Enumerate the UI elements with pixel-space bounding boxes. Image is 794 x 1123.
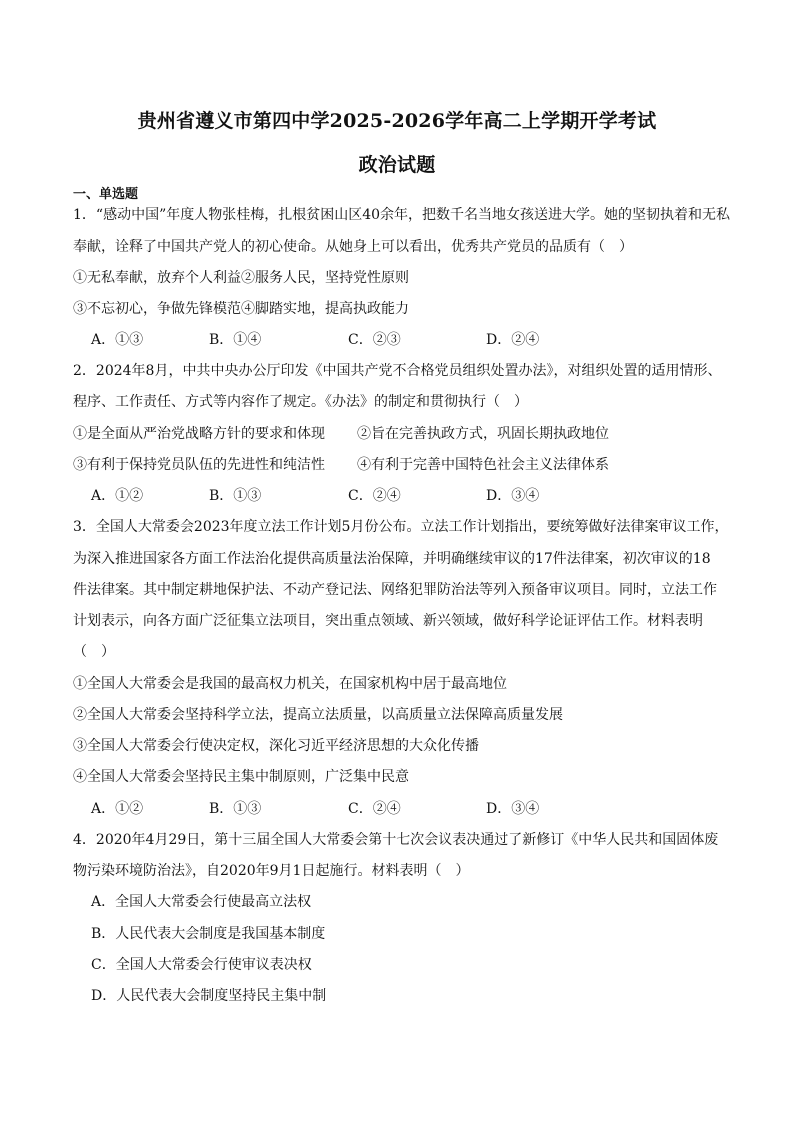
- q4-stem-line-2: 物污染环境防治法》，自2020年9月1日起施行。材料表明（ ）: [73, 863, 470, 879]
- q3-stem-line-4: 计划表示，向各方面广泛征集立法项目，突出重点领域、新兴领域，做好科学论证评估工作。材料表明: [73, 613, 703, 629]
- q1-item-line-2: ③不忘初心，争做先锋模范④脚踏实地，提高执政能力: [73, 301, 409, 317]
- q4-option-d: D．人民代表大会制度坚持民主集中制: [91, 988, 327, 1004]
- q2-item-3: ③有利于保持党员队伍的先进性和纯洁性: [73, 457, 325, 473]
- q3-item-4: ④全国人大常委会坚持民主集中制原则，广泛集中民意: [73, 769, 409, 785]
- q4-option-a: A．全国人大常委会行使最高立法权: [91, 894, 312, 910]
- page-subtitle: 政治试题: [358, 154, 436, 176]
- q2-item-4: ④有利于完善中国特色社会主义法律体系: [357, 457, 609, 473]
- q2-stem-line-2: 程序、工作责任、方式等内容作了规定。《办法》的制定和贯彻执行（ ）: [73, 394, 528, 410]
- q3-stem-line-1: 3．全国人大常委会2023年度立法工作计划5月份公布。立法工作计划指出，要统筹做好法律案审议工作，: [73, 519, 729, 535]
- q2-item-1: ①是全面从严治党战略方针的要求和体现: [73, 426, 325, 442]
- q1-option-a: A．①③: [91, 332, 144, 348]
- section-heading: 一、单选题: [73, 187, 139, 202]
- q2-option-a: A．①②: [91, 488, 144, 504]
- q3-option-a: A．①②: [91, 801, 144, 817]
- page-title: 贵州省遵义市第四中学2025-2026学年高二上学期开学考试: [137, 110, 657, 132]
- q1-option-d: D．②④: [486, 332, 540, 348]
- q3-stem-line-3: 件法律案。其中制定耕地保护法、不动产登记法、网络犯罪防治法等列入预备审议项目。同时，立法工作: [73, 582, 717, 598]
- q3-stem-line-2: 为深入推进国家各方面工作法治化提供高质量法治保障，并明确继续审议的17件法律案，初次审议的18: [73, 551, 711, 567]
- q2-item-2: ②旨在完善执政方式，巩固长期执政地位: [357, 426, 609, 442]
- q1-option-b: B．①④: [209, 332, 262, 348]
- q1-option-c: C．②③: [348, 332, 401, 348]
- q1-stem-line-1: 1．“感动中国”年度人物张桂梅，扎根贫困山区40余年，把数千名当地女孩送进大学。她的坚韧执着和无私: [73, 207, 731, 223]
- q1-stem-line-2: 奉献，诠释了中国共产党人的初心使命。从她身上可以看出，优秀共产党员的品质有（ ）: [73, 239, 633, 255]
- q4-option-b: B．人民代表大会制度是我国基本制度: [91, 926, 326, 942]
- q3-option-c: C．②④: [348, 801, 401, 817]
- q4-stem-line-1: 4．2020年4月29日，第十三届全国人大常委会第十七次会议表决通过了新修订《中华人民共和国固体废: [73, 832, 719, 848]
- q4-option-c: C．全国人大常委会行使审议表决权: [91, 957, 312, 973]
- q3-option-b: B．①③: [209, 801, 262, 817]
- q2-option-b: B．①③: [209, 488, 262, 504]
- q2-option-c: C．②④: [348, 488, 401, 504]
- q3-item-2: ②全国人大常委会坚持科学立法，提高立法质量，以高质量立法保障高质量发展: [73, 707, 563, 723]
- q2-stem-line-1: 2．2024年8月，中共中央办公厅印发《中国共产党不合格党员组织处置办法》，对组织处置的适用情形、: [73, 363, 722, 379]
- q3-item-3: ③全国人大常委会行使决定权，深化习近平经济思想的大众化传播: [73, 738, 479, 754]
- q1-item-line-1: ①无私奉献，放弃个人利益②服务人民，坚持党性原则: [73, 270, 409, 286]
- q3-stem-line-5: （ ）: [73, 644, 115, 660]
- q2-option-d: D．③④: [486, 488, 540, 504]
- q3-item-1: ①全国人大常委会是我国的最高权力机关，在国家机构中居于最高地位: [73, 676, 507, 692]
- q3-option-d: D．③④: [486, 801, 540, 817]
